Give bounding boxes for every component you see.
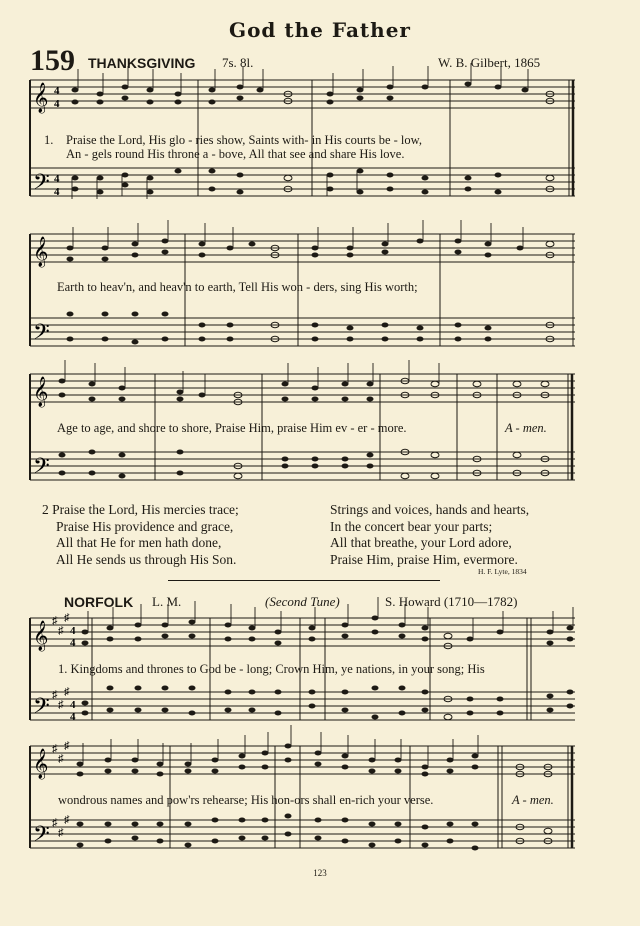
amen-label-2: A - men.	[512, 793, 554, 807]
svg-text:𝄞: 𝄞	[33, 621, 49, 651]
svg-text:𝄢: 𝄢	[33, 320, 50, 350]
verse-line: All that He for men hath done,	[56, 535, 222, 550]
lyric-line-2: Earth to heav'n, and heav'n to earth, Tell His won - ders, sing His worth;	[57, 280, 418, 294]
svg-text:♯: ♯	[64, 814, 70, 826]
meter: 7s. 8l.	[222, 55, 254, 70]
svg-text:4: 4	[70, 637, 76, 649]
verse-2-right	[330, 502, 529, 568]
svg-text:♯: ♯	[64, 740, 70, 752]
svg-text:4: 4	[70, 625, 76, 637]
verse-line: Praise Him, praise Him, evermore.	[330, 551, 518, 567]
svg-text:4: 4	[54, 98, 60, 110]
tune-note: (Second Tune)	[265, 594, 340, 609]
svg-text:♯: ♯	[58, 827, 64, 839]
svg-text:♯: ♯	[52, 743, 58, 755]
tune-name-2: NORFOLK	[64, 594, 134, 610]
svg-text:♯: ♯	[58, 753, 64, 765]
verse-number: 1.	[44, 133, 54, 147]
svg-text:4: 4	[70, 711, 76, 723]
svg-text:♯: ♯	[52, 817, 58, 829]
svg-text:♯: ♯	[64, 612, 70, 624]
svg-text:𝄢: 𝄢	[33, 170, 50, 200]
verse-line: In the concert bear your parts;	[330, 518, 493, 534]
lyric-line-5: wondrous names and pow'rs rehearse; His hon-ors shall en-rich your verse.	[58, 793, 434, 807]
svg-text:4: 4	[54, 173, 60, 185]
meter-2: L. M.	[152, 594, 182, 609]
amen-label: A - men.	[505, 421, 547, 435]
verse-2-left	[42, 502, 239, 568]
page-number: 123	[313, 868, 327, 878]
composer: W. B. Gilbert, 1865	[438, 55, 541, 70]
svg-text:𝄞: 𝄞	[33, 237, 49, 267]
svg-text:𝄢: 𝄢	[33, 822, 50, 852]
svg-text:𝄢: 𝄢	[33, 694, 50, 724]
svg-text:𝄢: 𝄢	[33, 454, 50, 484]
svg-text:♯: ♯	[52, 615, 58, 627]
lyric-line-1b: An - gels round His throne a - bove, All that see and share His love.	[66, 147, 405, 161]
divider	[168, 580, 440, 581]
svg-text:♯: ♯	[58, 625, 64, 637]
svg-text:𝄞: 𝄞	[33, 83, 49, 113]
section-title: God the Father	[229, 18, 411, 42]
composer-2: S. Howard (1710—1782)	[385, 594, 518, 609]
verse-line: 2 Praise the Lord, His mercies trace;	[42, 502, 239, 517]
lyric-line-4: 1. Kingdoms and thrones to God be - long; Crown Him, ye nations, in your song; His	[58, 662, 485, 676]
svg-text:♯: ♯	[52, 689, 58, 701]
svg-text:♯: ♯	[58, 699, 64, 711]
hymn-number: 159	[30, 44, 75, 77]
lyric-line-3: Age to age, and shore to shore, Praise Him, praise Him ev - er - more.	[57, 421, 407, 435]
svg-text:4: 4	[54, 186, 60, 198]
svg-text:♯: ♯	[64, 686, 70, 698]
svg-text:𝄞: 𝄞	[33, 749, 49, 779]
verse-line: All He sends us through His Son.	[56, 551, 237, 567]
verse-line: Strings and voices, hands and hearts,	[330, 502, 530, 517]
svg-text:𝄞: 𝄞	[33, 377, 49, 407]
tune-name: THANKSGIVING	[88, 55, 196, 71]
text-credit: H. F. Lyte, 1834	[478, 567, 527, 576]
svg-text:4: 4	[70, 699, 76, 711]
verse-line: Praise His providence and grace,	[56, 518, 234, 534]
verse-line: All that breathe, your Lord adore,	[330, 535, 512, 550]
svg-text:4: 4	[54, 85, 60, 97]
lyric-line-1a: Praise the Lord, His glo - ries show, Saints with- in His courts be - low,	[66, 133, 422, 147]
